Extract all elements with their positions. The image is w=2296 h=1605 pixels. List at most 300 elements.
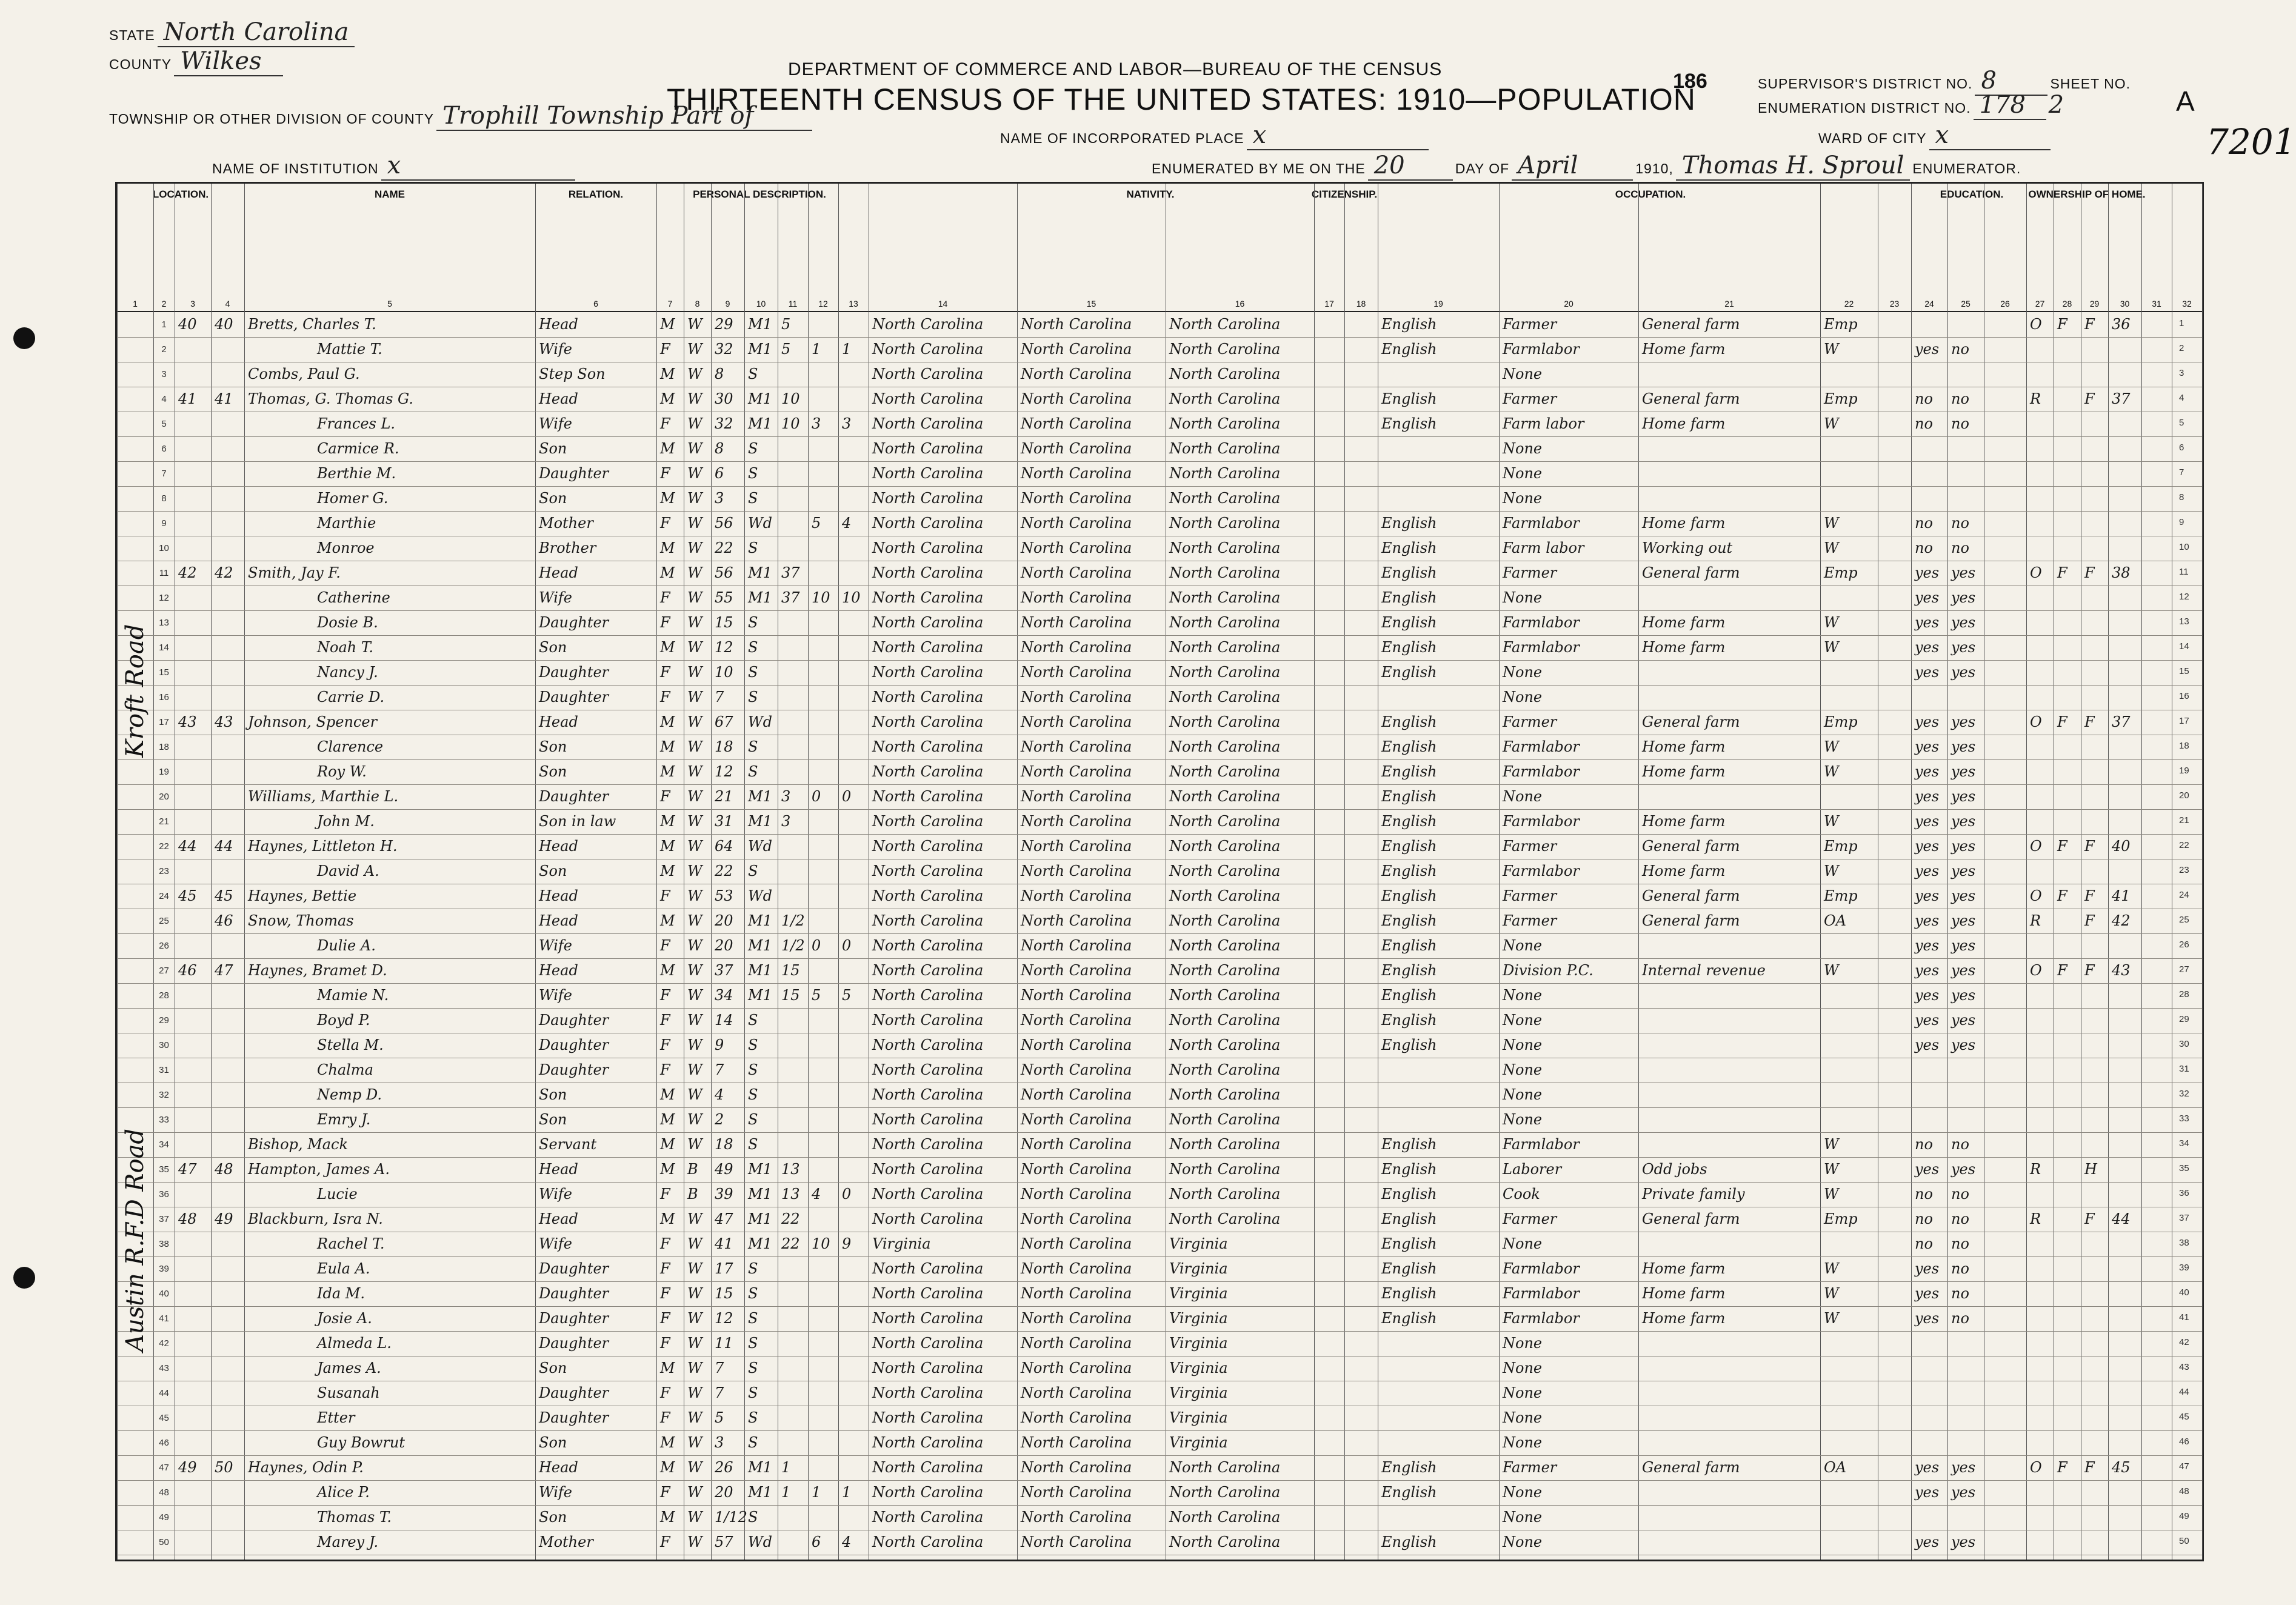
cell-write: yes	[1951, 838, 1976, 855]
line-number-right: 49	[2179, 1511, 2189, 1521]
cell-class: Emp	[1824, 1210, 1858, 1227]
cell-trade: None	[1503, 465, 1543, 482]
line-number: 1	[161, 319, 167, 330]
cell-marital: M1	[748, 1186, 772, 1203]
cell-born	[812, 1332, 837, 1355]
line-number: 14	[159, 642, 169, 653]
cell-marital: M1	[748, 937, 772, 954]
cell-birth: North Carolina	[872, 1360, 984, 1376]
cell-family	[215, 1233, 243, 1255]
cell-write: yes	[1951, 1161, 1976, 1178]
cell-read: no	[1915, 515, 1933, 532]
cell-age: 7	[715, 689, 724, 706]
cell-father: North Carolina	[1021, 1360, 1132, 1376]
cell-race: W	[687, 1484, 702, 1501]
cell-race: W	[687, 390, 702, 407]
cell-own	[2030, 438, 2052, 460]
cell-relation: Daughter	[539, 1409, 609, 1426]
cell-industry: General farm	[1642, 887, 1740, 904]
enumeration-district-field: ENUMERATION DISTRICT NO. 178 2	[1758, 91, 2064, 119]
cell-industry	[1642, 686, 1819, 709]
cell-sched	[2112, 363, 2140, 385]
cell-yrs	[781, 1307, 807, 1330]
cell-father: North Carolina	[1021, 788, 1132, 805]
column-number: 28	[2062, 299, 2072, 309]
cell-relation: Daughter	[539, 664, 609, 681]
cell-industry: Private family	[1642, 1186, 1745, 1203]
margin-number: 7201	[2206, 121, 2296, 162]
cell-industry	[1642, 1332, 1819, 1355]
cell-father: North Carolina	[1021, 1533, 1132, 1550]
cell-free	[2057, 438, 2080, 460]
cell-class: Emp	[1824, 887, 1858, 904]
cell-race: W	[687, 912, 702, 929]
cell-father: North Carolina	[1021, 1335, 1132, 1352]
cell-sched: 44	[2112, 1210, 2131, 1227]
cell-born	[812, 1109, 837, 1131]
line-number: 43	[159, 1363, 169, 1373]
cell-born	[812, 1158, 837, 1181]
cell-race: W	[687, 1285, 702, 1302]
table-row	[117, 859, 2202, 884]
cell-language	[1381, 1109, 1498, 1131]
column-number: 12	[818, 299, 828, 309]
cell-own: O	[2030, 713, 2042, 730]
cell-trade: None	[1503, 1061, 1543, 1078]
cell-sched	[2112, 736, 2140, 758]
cell-write: no	[1951, 1210, 1969, 1227]
cell-birth: North Carolina	[872, 937, 984, 954]
cell-own	[2030, 1506, 2052, 1529]
line-number-right: 18	[2179, 741, 2189, 751]
cell-yrs	[781, 736, 807, 758]
cell-read	[1915, 1059, 1946, 1081]
cell-age: 4	[715, 1086, 724, 1103]
cell-write: yes	[1951, 1012, 1976, 1029]
cell-family	[215, 1133, 243, 1156]
line-number: 6	[161, 444, 167, 454]
cell-class: W	[1824, 763, 1839, 780]
cell-born: 5	[812, 987, 821, 1004]
cell-farm: F	[2084, 390, 2095, 407]
cell-relation: Daughter	[539, 1335, 609, 1352]
cell-sched: 41	[2112, 887, 2131, 904]
cell-marital: M1	[748, 912, 772, 929]
cell-industry	[1642, 1506, 1819, 1529]
cell-free	[2057, 1009, 2080, 1032]
cell-class: W	[1824, 539, 1839, 556]
table-row	[117, 1157, 2202, 1183]
cell-father: North Carolina	[1021, 1260, 1132, 1277]
cell-living	[842, 885, 867, 907]
cell-dwelling	[178, 462, 210, 485]
cell-free	[2057, 612, 2080, 634]
cell-free	[2057, 1034, 2080, 1056]
cell-read: yes	[1915, 788, 1940, 805]
cell-name: Eula A.	[317, 1260, 370, 1277]
table-row	[117, 1406, 2202, 1431]
cell-age: 31	[715, 813, 733, 830]
cell-read	[1915, 462, 1946, 485]
cell-farm	[2084, 935, 2107, 957]
cell-write	[1951, 1332, 1983, 1355]
column-number: 25	[1961, 299, 1971, 309]
cell-free	[2057, 636, 2080, 659]
group-education: EDUCATION.	[1940, 189, 2004, 200]
cell-dwelling	[178, 587, 210, 609]
line-number: 7	[161, 469, 167, 479]
cell-own	[2030, 661, 2052, 684]
cell-own	[2030, 1332, 2052, 1355]
cell-name: James A.	[317, 1360, 381, 1376]
cell-sched	[2112, 1084, 2140, 1106]
cell-sched	[2112, 587, 2140, 609]
cell-father: North Carolina	[1021, 838, 1132, 855]
cell-marital: M1	[748, 1161, 772, 1178]
column-number: 16	[1235, 299, 1245, 309]
line-number-right: 43	[2179, 1362, 2189, 1372]
column-number: 32	[2182, 299, 2192, 309]
cell-read: yes	[1915, 937, 1940, 954]
cell-free	[2057, 1432, 2080, 1454]
table-row	[117, 461, 2202, 487]
cell-family: 45	[215, 887, 233, 904]
cell-class: OA	[1824, 912, 1847, 929]
cell-language: English	[1381, 838, 1437, 855]
cell-living	[842, 1208, 867, 1230]
cell-trade: None	[1503, 1360, 1543, 1376]
cell-farm: F	[2084, 887, 2095, 904]
line-number: 50	[159, 1537, 169, 1547]
cell-relation: Son	[539, 1111, 567, 1128]
cell-age: 8	[715, 365, 724, 382]
cell-language	[1381, 686, 1498, 709]
cell-write: no	[1951, 1186, 1969, 1203]
cell-farm	[2084, 1009, 2107, 1032]
cell-dwelling	[178, 1407, 210, 1429]
cell-language: English	[1381, 515, 1437, 532]
cell-yrs	[781, 761, 807, 783]
cell-dwelling: 42	[178, 564, 197, 581]
cell-mother: North Carolina	[1169, 316, 1281, 333]
cell-language: English	[1381, 1484, 1437, 1501]
enumeration-district-value: 178	[1974, 91, 2046, 120]
cell-relation: Head	[539, 564, 578, 581]
cell-mother: North Carolina	[1169, 664, 1281, 681]
cell-born: 3	[812, 415, 821, 432]
cell-father: North Carolina	[1021, 515, 1132, 532]
cell-write: yes	[1951, 962, 1976, 979]
cell-relation: Head	[539, 713, 578, 730]
line-number-right: 11	[2179, 567, 2189, 577]
census-title: THIRTEENTH CENSUS OF THE UNITED STATES: 1910—POPULATION	[667, 82, 1696, 116]
cell-relation: Daughter	[539, 1260, 609, 1277]
cell-name: Blackburn, Isra N.	[248, 1210, 383, 1227]
cell-age: 32	[715, 415, 733, 432]
table-row	[117, 1306, 2202, 1332]
line-number-right: 16	[2179, 691, 2189, 701]
group-relation: RELATION.	[568, 189, 624, 200]
cell-race: W	[687, 365, 702, 382]
cell-read: yes	[1915, 639, 1940, 656]
cell-free	[2057, 1307, 2080, 1330]
column-number: 27	[2035, 299, 2045, 309]
cell-own	[2030, 786, 2052, 808]
cell-own	[2030, 413, 2052, 435]
cell-trade: None	[1503, 689, 1543, 706]
cell-dwelling	[178, 636, 210, 659]
line-number-right: 33	[2179, 1113, 2189, 1124]
cell-dwelling	[178, 1357, 210, 1380]
cell-age: 18	[715, 1136, 733, 1153]
cell-sched	[2112, 686, 2140, 709]
cell-class: Emp	[1824, 316, 1858, 333]
line-number: 22	[159, 841, 169, 852]
line-number: 8	[161, 493, 167, 504]
line-number-right: 31	[2179, 1064, 2189, 1074]
cell-birth: North Carolina	[872, 1459, 984, 1476]
cell-marital: S	[748, 1285, 758, 1302]
cell-class: W	[1824, 639, 1839, 656]
cell-farm: H	[2084, 1161, 2097, 1178]
line-number: 39	[159, 1264, 169, 1274]
cell-class: W	[1824, 813, 1839, 830]
line-number: 16	[159, 692, 169, 702]
column-number: 19	[1433, 299, 1443, 309]
sequence-number: 186	[1673, 70, 1707, 93]
cell-father: North Carolina	[1021, 1409, 1132, 1426]
cell-free	[2057, 1208, 2080, 1230]
cell-age: 12	[715, 763, 733, 780]
cell-race: W	[687, 763, 702, 780]
cell-name: Mattie T.	[317, 341, 382, 358]
line-number-right: 34	[2179, 1138, 2189, 1149]
cell-farm	[2084, 661, 2107, 684]
cell-free	[2057, 1407, 2080, 1429]
line-number: 13	[159, 618, 169, 628]
cell-language: English	[1381, 937, 1437, 954]
cell-family	[215, 984, 243, 1007]
cell-sched: 40	[2112, 838, 2131, 855]
cell-farm	[2084, 413, 2107, 435]
cell-industry	[1642, 1357, 1819, 1380]
cell-father: North Carolina	[1021, 1111, 1132, 1128]
cell-read	[1915, 1084, 1946, 1106]
cell-trade: Farmer	[1503, 316, 1557, 333]
cell-family	[215, 1382, 243, 1404]
cell-relation: Daughter	[539, 1310, 609, 1327]
cell-family	[215, 587, 243, 609]
cell-write: yes	[1951, 1459, 1976, 1476]
cell-name: Haynes, Odin P.	[248, 1459, 364, 1476]
cell-living	[842, 1407, 867, 1429]
cell-dwelling: 45	[178, 887, 197, 904]
cell-read	[1915, 1357, 1946, 1380]
cell-birth: North Carolina	[872, 1111, 984, 1128]
cell-birth: North Carolina	[872, 1310, 984, 1327]
table-row	[117, 486, 2202, 512]
cell-class	[1824, 1059, 1877, 1081]
line-number-right: 47	[2179, 1461, 2189, 1472]
cell-language: English	[1381, 763, 1437, 780]
cell-relation: Son	[539, 639, 567, 656]
cell-farm	[2084, 1084, 2107, 1106]
cell-name: Johnson, Spencer	[248, 713, 378, 730]
cell-write: yes	[1951, 1533, 1976, 1550]
cell-read: yes	[1915, 1533, 1940, 1550]
cell-language	[1381, 1059, 1498, 1081]
cell-industry: General farm	[1642, 912, 1740, 929]
table-row	[117, 536, 2202, 561]
cell-industry: General farm	[1642, 1210, 1740, 1227]
cell-language: English	[1381, 912, 1437, 929]
cell-sched	[2112, 1059, 2140, 1081]
cell-yrs	[781, 860, 807, 883]
cell-write: yes	[1951, 1036, 1976, 1053]
line-number: 11	[159, 568, 169, 578]
cell-own: O	[2030, 962, 2042, 979]
cell-farm	[2084, 512, 2107, 535]
cell-dwelling: 43	[178, 713, 197, 730]
cell-father: North Carolina	[1021, 1161, 1132, 1178]
line-number-right: 40	[2179, 1287, 2189, 1298]
cell-yrs	[781, 835, 807, 858]
cell-yrs	[781, 1407, 807, 1429]
cell-dwelling	[178, 786, 210, 808]
cell-name: Bretts, Charles T.	[248, 316, 376, 333]
cell-sex: M	[660, 490, 675, 507]
cell-birth: North Carolina	[872, 1484, 984, 1501]
line-number-right: 21	[2179, 815, 2189, 826]
cell-own	[2030, 1283, 2052, 1305]
cell-write: no	[1951, 515, 1969, 532]
cell-dwelling: 49	[178, 1459, 197, 1476]
line-number-right: 38	[2179, 1238, 2189, 1248]
cell-race: W	[687, 738, 702, 755]
cell-yrs: 13	[781, 1161, 800, 1178]
cell-own: R	[2030, 1161, 2041, 1178]
cell-farm	[2084, 487, 2107, 510]
cell-industry	[1642, 661, 1819, 684]
cell-living	[842, 1009, 867, 1032]
cell-sex: F	[660, 465, 670, 482]
line-number: 23	[159, 866, 169, 876]
cell-father: North Carolina	[1021, 1136, 1132, 1153]
cell-yrs: 5	[781, 341, 791, 358]
cell-family	[215, 487, 243, 510]
cell-name: Williams, Marthie L.	[248, 788, 399, 805]
cell-yrs	[781, 661, 807, 684]
cell-write	[1951, 1059, 1983, 1081]
cell-living	[842, 487, 867, 510]
cell-dwelling	[178, 1432, 210, 1454]
cell-age: 11	[715, 1335, 733, 1352]
cell-living	[842, 1307, 867, 1330]
cell-trade: Farmer	[1503, 912, 1557, 929]
cell-birth: North Carolina	[872, 1186, 984, 1203]
cell-own: R	[2030, 390, 2041, 407]
table-row	[117, 1132, 2202, 1158]
cell-sex: F	[660, 1384, 670, 1401]
cell-race: B	[687, 1161, 698, 1178]
cell-class	[1824, 686, 1877, 709]
cell-living	[842, 910, 867, 932]
cell-farm: F	[2084, 564, 2095, 581]
cell-class	[1824, 661, 1877, 684]
cell-name: Susanah	[317, 1384, 380, 1401]
cell-mother: North Carolina	[1169, 987, 1281, 1004]
line-number-right: 17	[2179, 716, 2189, 726]
cell-family: 48	[215, 1161, 233, 1178]
cell-father: North Carolina	[1021, 738, 1132, 755]
cell-marital: M1	[748, 390, 772, 407]
cell-farm	[2084, 363, 2107, 385]
cell-father: North Carolina	[1021, 763, 1132, 780]
cell-race: W	[687, 1434, 702, 1451]
cell-farm	[2084, 860, 2107, 883]
cell-race: B	[687, 1186, 698, 1203]
cell-born	[812, 1084, 837, 1106]
cell-industry	[1642, 1084, 1819, 1106]
cell-born	[812, 810, 837, 833]
cell-relation: Daughter	[539, 689, 609, 706]
cell-birth: North Carolina	[872, 1086, 984, 1103]
cell-yrs	[781, 686, 807, 709]
cell-own	[2030, 363, 2052, 385]
cell-sched: 37	[2112, 390, 2131, 407]
cell-dwelling	[178, 1034, 210, 1056]
cell-relation: Wife	[539, 589, 573, 606]
cell-industry	[1642, 984, 1819, 1007]
cell-own	[2030, 487, 2052, 510]
cell-yrs: 22	[781, 1235, 800, 1252]
cell-industry	[1642, 1109, 1819, 1131]
cell-born: 0	[812, 937, 821, 954]
cell-read: yes	[1915, 713, 1940, 730]
cell-yrs	[781, 1357, 807, 1380]
cell-father: North Carolina	[1021, 1086, 1132, 1103]
cell-sex: M	[660, 763, 675, 780]
cell-dwelling	[178, 910, 210, 932]
cell-own: R	[2030, 1210, 2041, 1227]
cell-father: North Carolina	[1021, 689, 1132, 706]
cell-family	[215, 810, 243, 833]
cell-own	[2030, 686, 2052, 709]
cell-name: Bishop, Mack	[248, 1136, 349, 1153]
cell-write: yes	[1951, 937, 1976, 954]
cell-father: North Carolina	[1021, 1459, 1132, 1476]
cell-relation: Daughter	[539, 1036, 609, 1053]
cell-mother: North Carolina	[1169, 813, 1281, 830]
line-number: 44	[159, 1388, 169, 1398]
cell-trade: None	[1503, 1409, 1543, 1426]
cell-sched	[2112, 1432, 2140, 1454]
cell-industry: Home farm	[1642, 1260, 1726, 1277]
cell-born	[812, 860, 837, 883]
cell-age: 34	[715, 987, 733, 1004]
cell-sex: F	[660, 1061, 670, 1078]
line-number-right: 39	[2179, 1263, 2189, 1273]
cell-family	[215, 1357, 243, 1380]
incorporated-place-value: x	[1247, 121, 1429, 150]
cell-marital: M1	[748, 1484, 772, 1501]
group-location: LOCATION.	[152, 189, 209, 200]
cell-yrs	[781, 1133, 807, 1156]
cell-yrs: 5	[781, 316, 791, 333]
cell-born: 10	[812, 589, 830, 606]
cell-name: Catherine	[317, 589, 390, 606]
cell-free	[2057, 462, 2080, 485]
